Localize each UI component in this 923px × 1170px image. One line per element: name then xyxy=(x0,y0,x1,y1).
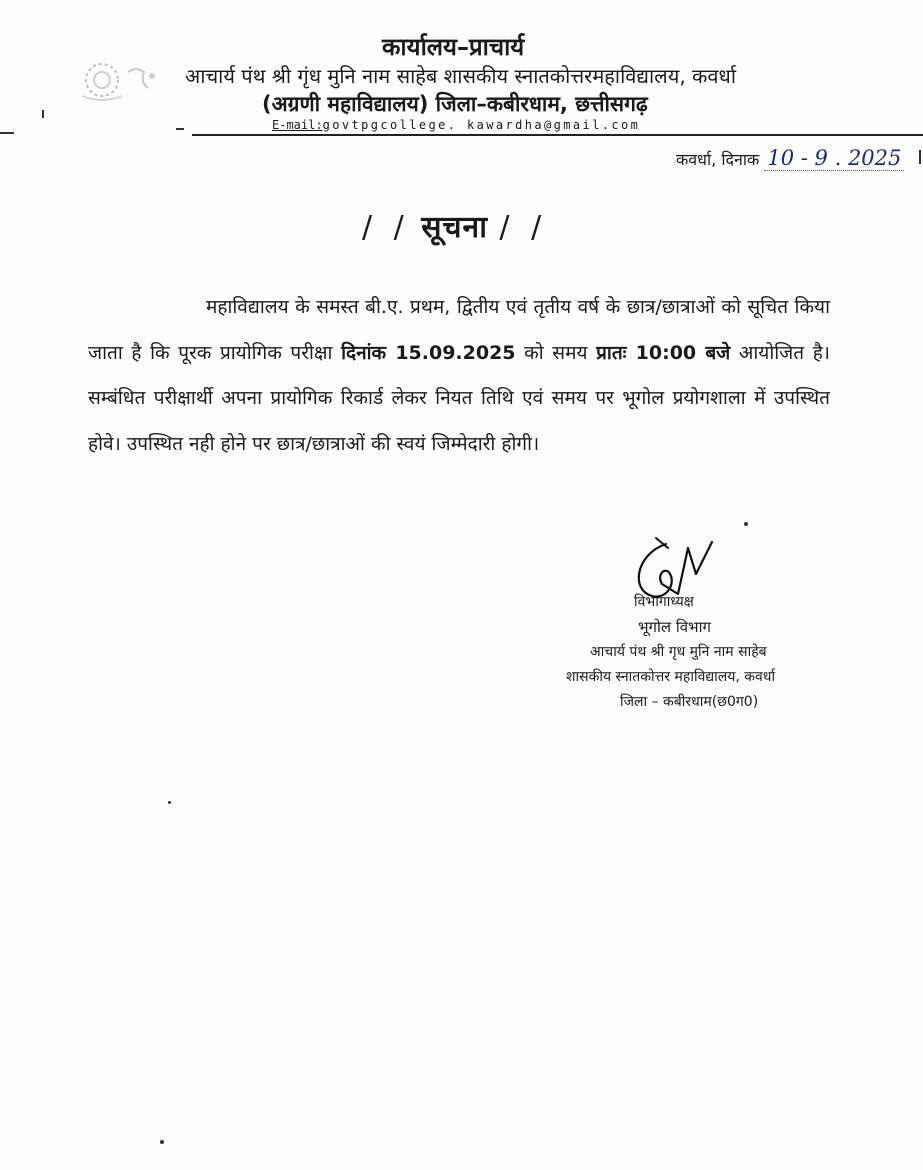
signatory-title: विभागाध्यक्ष xyxy=(634,594,694,610)
handwritten-date: 10 - 9 . 2025 xyxy=(764,146,904,171)
notice-body xyxy=(88,285,830,467)
office-heading: कार्यालय–प्राचार्य xyxy=(382,33,525,61)
scan-edge-mark xyxy=(176,128,184,130)
scan-speck xyxy=(160,1140,164,1144)
exam-time: प्रातः 10:00 बजे xyxy=(596,341,731,364)
signatory-college-line2: शासकीय स्नातकोत्तर महाविद्यालय, कवर्धा xyxy=(566,669,776,685)
signatory-district: जिला – कबीरधाम(छ0ग0) xyxy=(620,694,759,710)
scan-edge-mark xyxy=(919,150,921,164)
title-slashes-right: / / xyxy=(499,210,548,245)
body-text-1: महाविद्यालय के समस्त बी.ए. प्रथम, द्वितीय एवं तृतीय वर्ष के छात्र/छात्राओं को सूचित किया जाता है कि पूरक प्रायोगिक परीक्षा xyxy=(88,296,830,364)
signatory-block xyxy=(560,590,850,715)
lead-college-district: (अग्रणी महाविद्यालय) जिला–कबीरधाम, छत्तीसगढ़ xyxy=(262,92,648,116)
date-label: कवर्धा, दिनाक xyxy=(676,150,760,169)
header-divider xyxy=(192,134,923,136)
notice-title xyxy=(362,205,547,246)
college-name: आचार्य पंथ श्री गृंध मुनि नाम साहेब शासकीय स्नातकोत्तरमहाविद्यालय, कवर्धा xyxy=(185,64,737,88)
scan-speck xyxy=(168,801,171,804)
date-line xyxy=(676,146,904,170)
signatory-college-line1: आचार्य पंथ श्री गृध मुनि नाम साहेब xyxy=(590,644,767,660)
title-slashes-left: / / xyxy=(362,210,410,245)
scan-speck xyxy=(744,522,748,526)
email-address: govtpgcollege. kawardha@gmail.com xyxy=(322,118,641,132)
scan-edge-mark xyxy=(42,110,44,118)
email-label: E-mail: xyxy=(272,118,323,132)
body-text-3: आयोजित है। सम्बंधित परीक्षार्थी अपना प्रायोगिक रिकार्ड लेकर नियत तिथि एवं समय पर भूगोल प्रयोगशाला में उपस्थित होवे। उपस्थित नही होने पर छात्र/छात्राओं की स्वयं जिम्मेदारी होगी। xyxy=(88,341,830,455)
signatory-department: भूगोल विभाग xyxy=(638,618,711,636)
scan-edge-mark xyxy=(0,132,14,134)
exam-date: दिनांक 15.09.2025 xyxy=(341,341,516,364)
college-email xyxy=(272,118,640,132)
body-text-2: को समय xyxy=(515,341,597,364)
college-seal-logo xyxy=(70,58,162,106)
notice-title-text: सूचना xyxy=(421,210,488,245)
